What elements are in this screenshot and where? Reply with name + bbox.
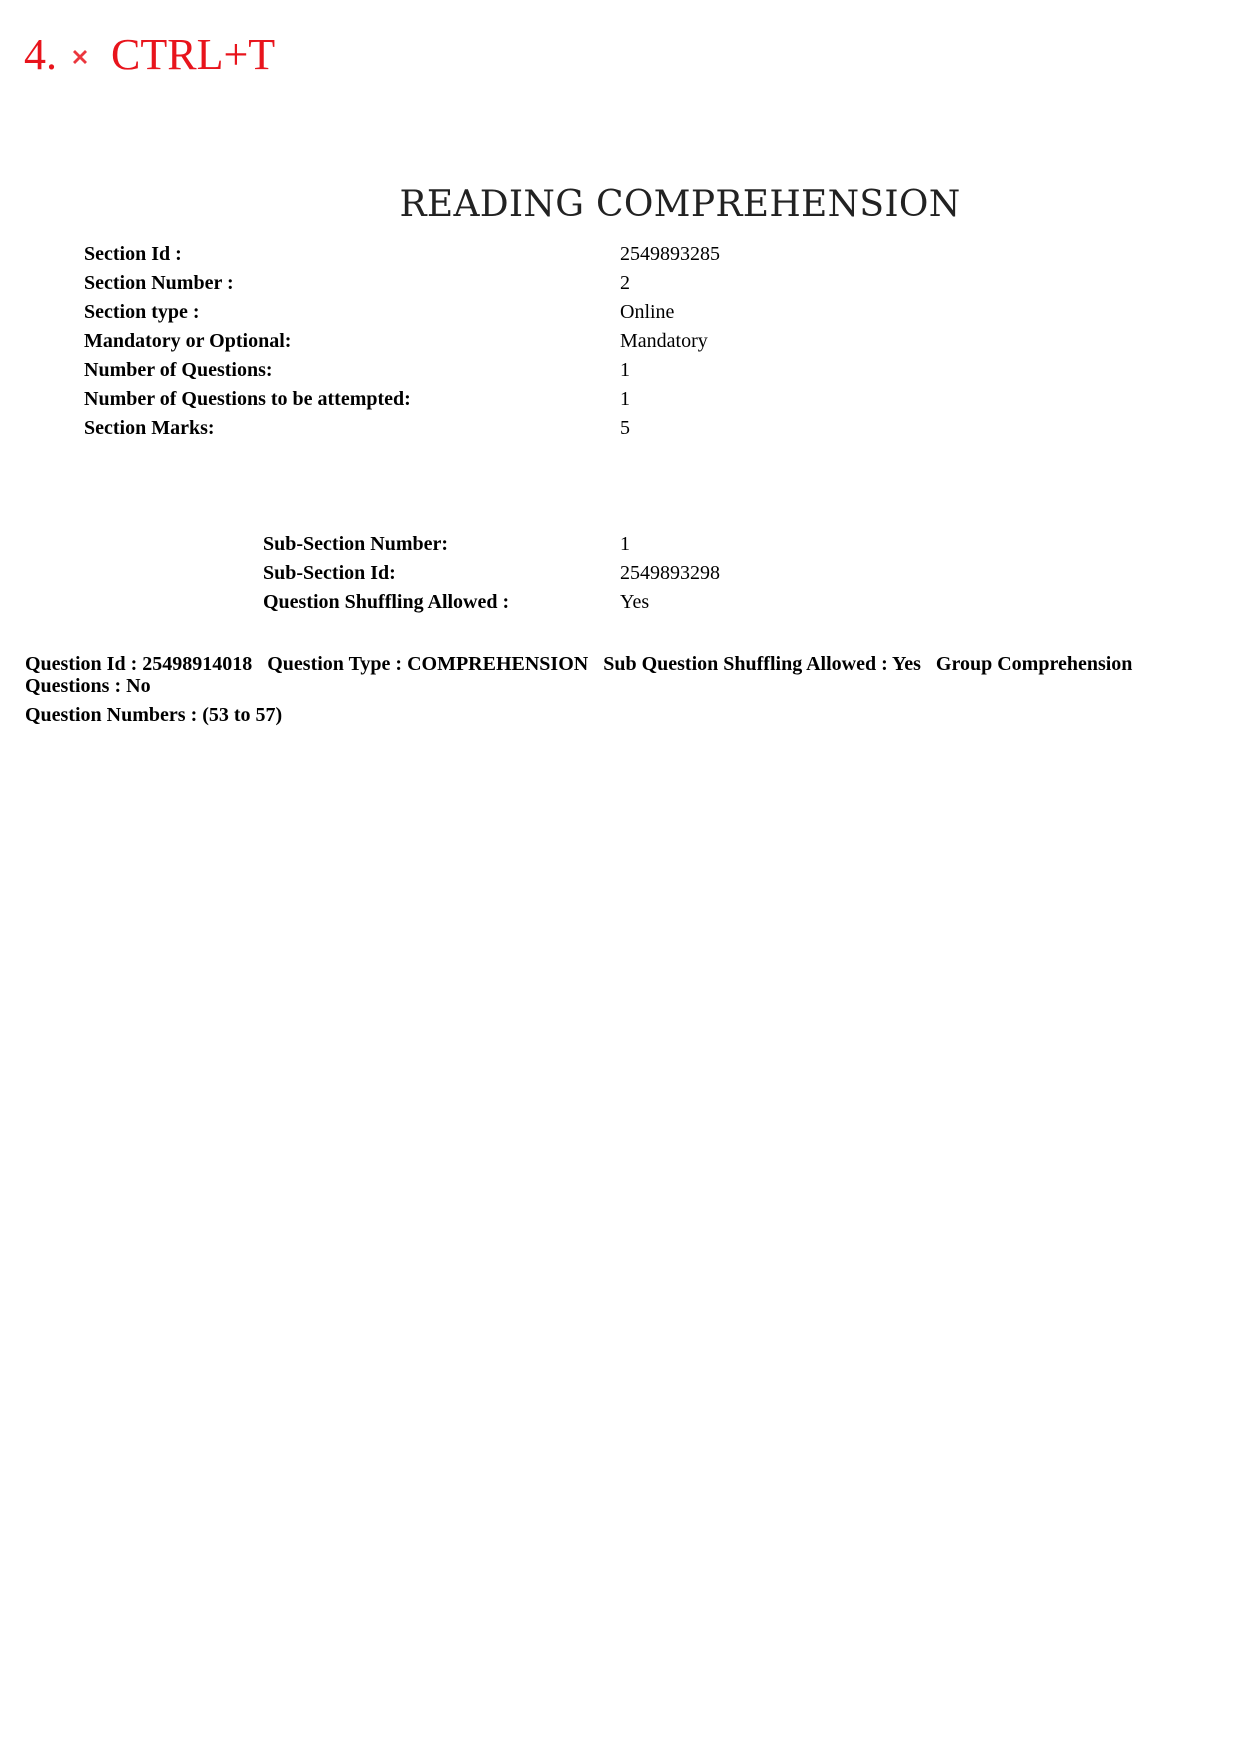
subsection-id-label: Sub-Section Id: bbox=[263, 562, 396, 584]
section-number-label: Section Number : bbox=[84, 272, 234, 294]
number-of-questions-value: 1 bbox=[620, 359, 630, 381]
question-shuffling-value: Yes bbox=[620, 591, 650, 613]
section-title: READING COMPREHENSION bbox=[399, 184, 961, 225]
question-shuffling-label: Question Shuffling Allowed : bbox=[263, 591, 510, 613]
section-marks-label: Section Marks: bbox=[84, 417, 215, 439]
subsection-number-label: Sub-Section Number: bbox=[263, 533, 449, 555]
questions-to-attempt-value: 1 bbox=[620, 388, 630, 410]
table-row bbox=[84, 327, 720, 356]
mandatory-value: Mandatory bbox=[620, 330, 708, 352]
question-id: Question Id : 25498914018 bbox=[25, 653, 253, 675]
table-row bbox=[263, 559, 720, 588]
section-type-label: Section type : bbox=[84, 301, 200, 323]
option-number: 4. bbox=[24, 30, 57, 79]
section-marks-value: 5 bbox=[620, 417, 630, 439]
table-row bbox=[84, 240, 720, 269]
section-info-table bbox=[84, 240, 720, 443]
table-row bbox=[84, 269, 720, 298]
table-row bbox=[84, 298, 720, 327]
number-of-questions-label: Number of Questions: bbox=[84, 359, 273, 381]
table-row bbox=[84, 356, 720, 385]
section-type-value: Online bbox=[620, 301, 675, 323]
section-id-value: 2549893285 bbox=[620, 243, 720, 265]
option-text: CTRL+T bbox=[111, 30, 276, 79]
section-id-label: Section Id : bbox=[84, 243, 182, 265]
subsection-info-table bbox=[263, 530, 720, 617]
subsection-id-value: 2549893298 bbox=[620, 562, 720, 584]
mandatory-label: Mandatory or Optional: bbox=[84, 330, 292, 352]
subsection-number-value: 1 bbox=[620, 533, 630, 555]
answer-option bbox=[24, 30, 275, 80]
cross-icon bbox=[71, 48, 89, 66]
table-row bbox=[84, 385, 720, 414]
group-comprehension: Group Comprehension Questions : No bbox=[25, 653, 1133, 697]
table-row bbox=[263, 530, 720, 559]
table-row bbox=[84, 414, 720, 443]
question-numbers: Question Numbers : (53 to 57) bbox=[25, 704, 283, 726]
sub-question-shuffling: Sub Question Shuffling Allowed : Yes bbox=[603, 653, 921, 675]
table-row bbox=[263, 588, 720, 617]
question-meta bbox=[25, 653, 1220, 697]
question-type: Question Type : COMPREHENSION bbox=[267, 653, 589, 675]
section-number-value: 2 bbox=[620, 272, 630, 294]
questions-to-attempt-label: Number of Questions to be attempted: bbox=[84, 388, 411, 410]
